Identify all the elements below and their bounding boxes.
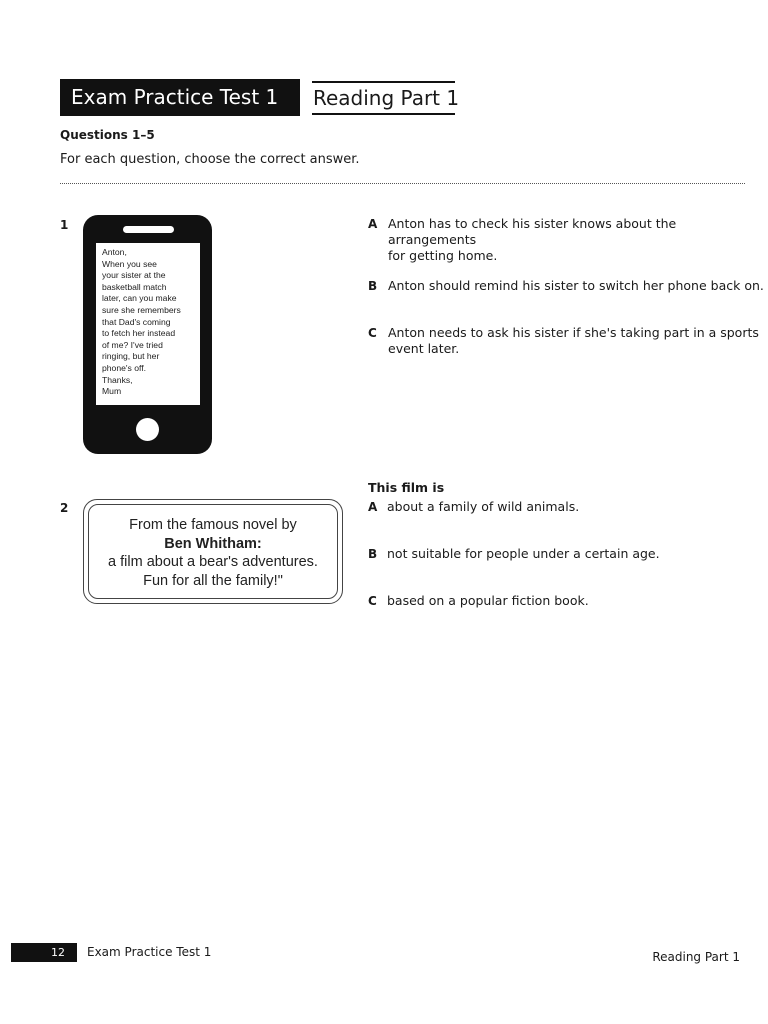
phone-illustration — [83, 215, 212, 454]
q2-option-c-text[interactable]: based on a popular fiction book. — [387, 593, 589, 608]
poster-author: Ben Whitham: — [164, 535, 262, 552]
option-line: for getting home. — [388, 248, 498, 263]
q1-option-c-label[interactable]: C — [368, 326, 377, 340]
message-line: When you see — [102, 258, 157, 269]
option-line: Anton has to check his sister knows about the arrangements — [388, 216, 677, 247]
phone-speaker — [123, 226, 174, 233]
poster-text — [88, 504, 338, 599]
part-title: Reading Part 1 — [312, 81, 455, 115]
message-line: later, can you make — [102, 293, 177, 304]
message-line: Anton, — [102, 247, 127, 257]
message-line: phone's off. — [102, 362, 147, 373]
film-poster — [83, 499, 343, 604]
message-line: to fetch her instead — [102, 328, 176, 339]
poster-line: a film about a bear's adventures. — [108, 554, 318, 570]
message-line: ringing, but her — [102, 351, 160, 362]
test-title: Exam Practice Test 1 — [60, 79, 300, 116]
q2-option-a-label[interactable]: A — [368, 500, 378, 514]
dotted-divider — [60, 183, 745, 184]
questions-heading: Questions 1–5 — [60, 128, 155, 142]
message-line: Mum — [102, 386, 122, 397]
message-line: basketball match — [102, 281, 167, 292]
phone-message — [96, 243, 200, 405]
q1-option-b-text[interactable] — [388, 278, 764, 294]
q1-option-c-text[interactable] — [388, 325, 759, 357]
footer-test-title: Exam Practice Test 1 — [87, 945, 212, 959]
q1-option-a-text[interactable] — [388, 216, 768, 264]
q2-option-b-label[interactable]: B — [368, 547, 378, 561]
q2-stem: This film is — [368, 480, 445, 495]
q1-option-a-label[interactable]: A — [368, 217, 378, 231]
message-line: your sister at the — [102, 270, 166, 281]
q1-option-b-label[interactable]: B — [368, 279, 378, 293]
phone-home-button — [136, 418, 159, 441]
option-line: event later. — [388, 341, 460, 356]
instruction-text: For each question, choose the correct answer. — [60, 152, 360, 167]
q2-option-a-text[interactable]: about a family of wild animals. — [387, 499, 580, 514]
message-line: sure she remembers — [102, 304, 181, 315]
footer-part-title: Reading Part 1 — [652, 950, 740, 964]
message-line: that Dad's coming — [102, 316, 171, 327]
question-2-number: 2 — [60, 501, 69, 515]
q2-option-c-label[interactable]: C — [368, 594, 377, 608]
option-line: Anton needs to ask his sister if she's taking part in a sports — [388, 325, 759, 340]
message-line: of me? I've tried — [102, 339, 163, 350]
message-line: Thanks, — [102, 374, 133, 385]
q2-option-b-text[interactable]: not suitable for people under a certain age. — [387, 546, 660, 561]
question-1-number: 1 — [60, 218, 69, 232]
poster-line: Fun for all the family!" — [143, 572, 283, 589]
option-line: Anton should remind his sister to switch her phone back on. — [388, 278, 764, 293]
poster-line: From the famous novel by — [129, 517, 297, 533]
page-number: 12 — [11, 943, 77, 962]
